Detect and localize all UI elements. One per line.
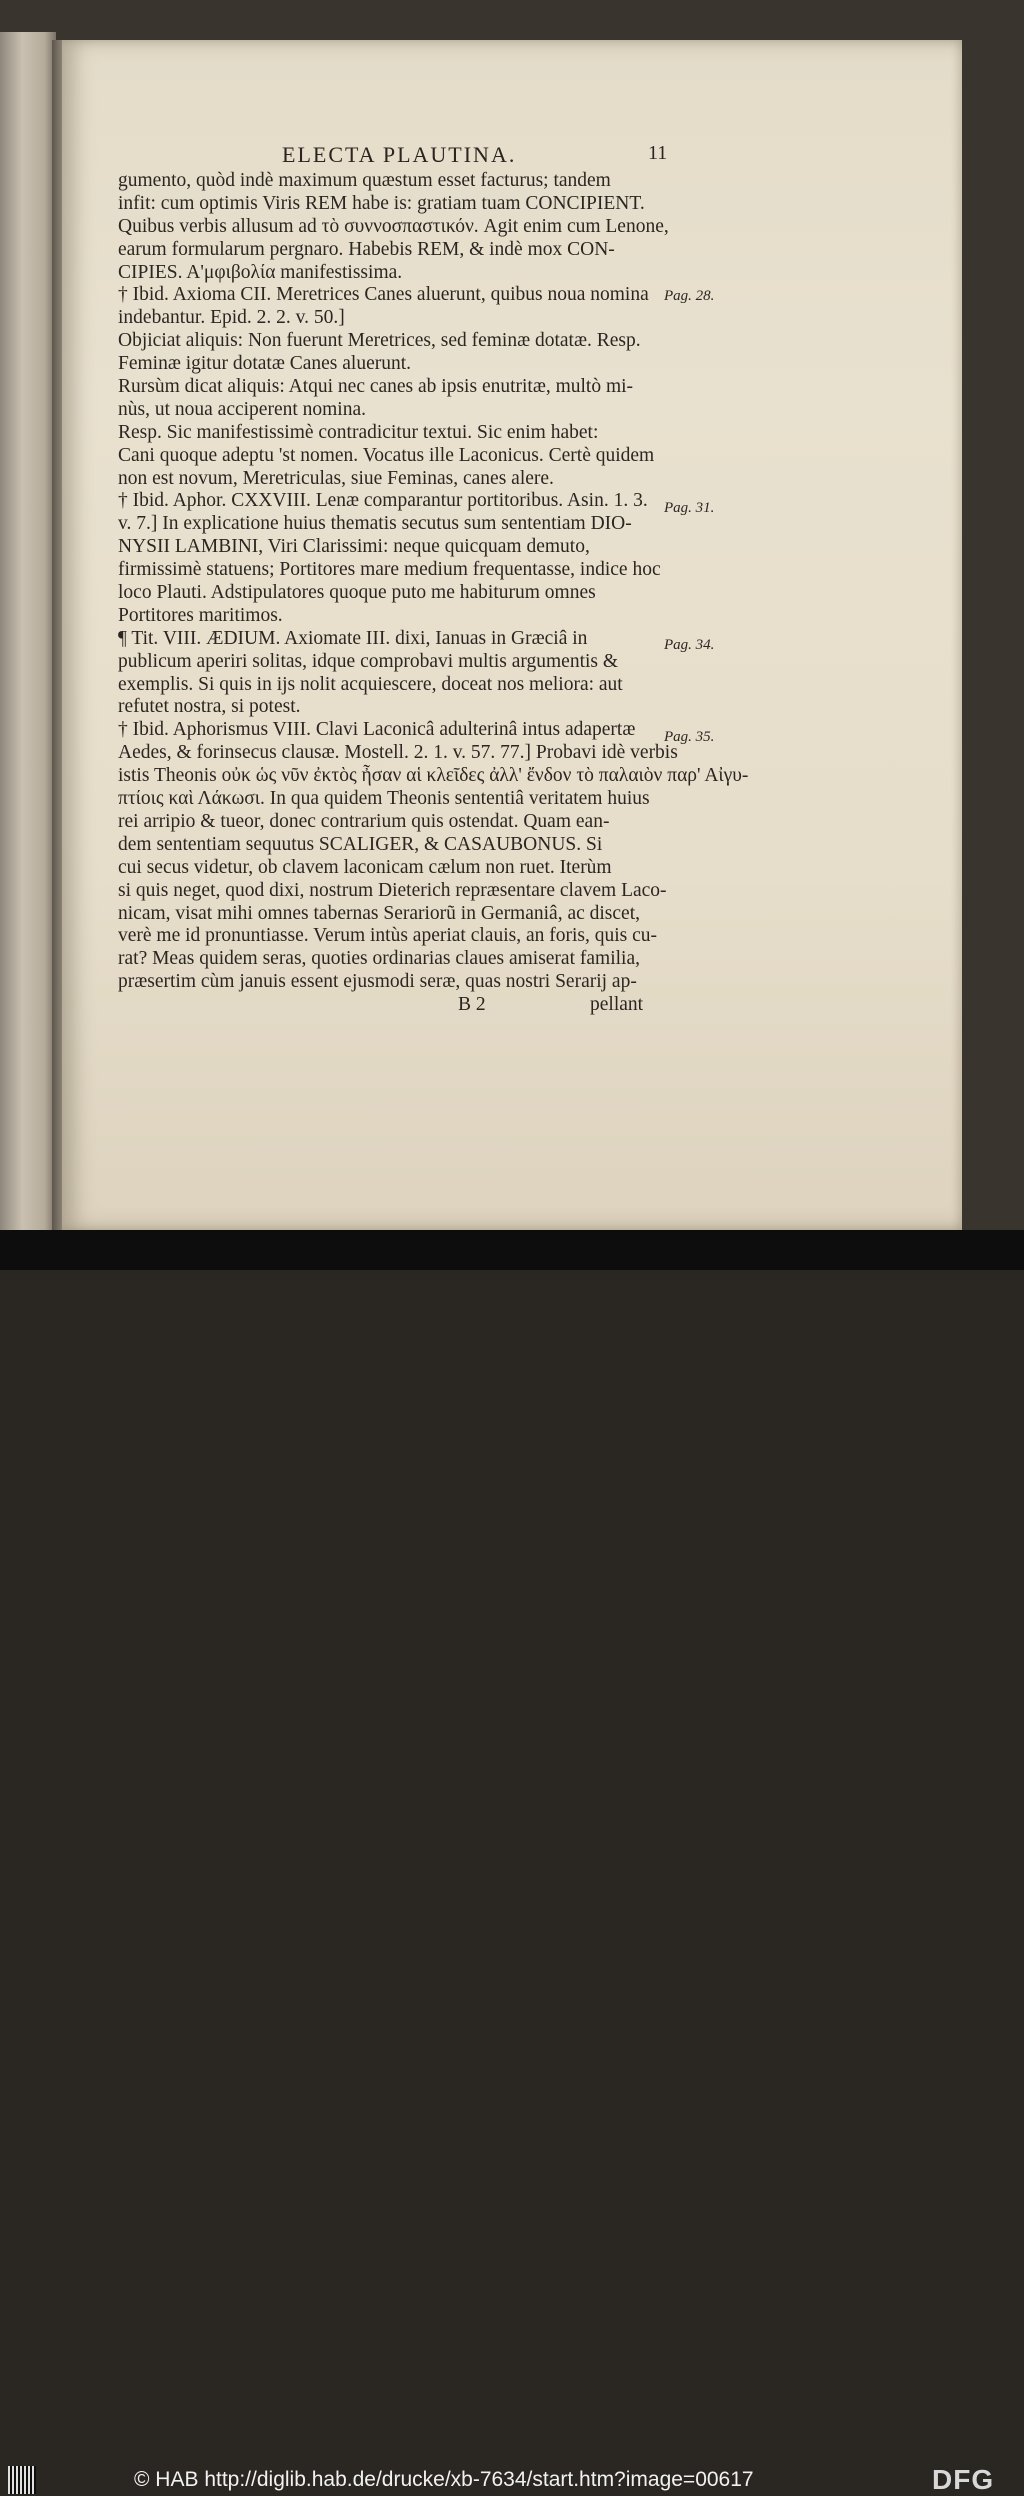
text-line: πτίοις καὶ Λάκωσι. In qua quidem Theonis sententiâ veritatem huius bbox=[118, 788, 650, 810]
text-line: dem sententiam sequutus SCALIGER, & CASAUBONUS. Si bbox=[118, 833, 603, 855]
text-line: rat? Meas quidem seras, quoties ordinarias claues amiserat familia, bbox=[118, 948, 640, 970]
text-line: istis Theonis οὐκ ὡς νῦν ἐκτὸς ἦσαν αἱ κλεῖδες ἀλλ' ἔνδον τὸ παλαιὸν παρ' Αἰγυ- bbox=[118, 765, 749, 787]
running-head: ELECTA PLAUTINA. bbox=[282, 142, 517, 167]
text-line: † Ibid. Aphorismus VIII. Clavi Laconicâ adulterinâ intus adapertæ bbox=[118, 719, 636, 741]
text-line: cui secus videtur, ob clavem laconicam cælum non ruet. Iterùm bbox=[118, 856, 612, 878]
signature-mark: B 2 bbox=[458, 994, 486, 1016]
text-line: † Ibid. Axioma CII. Meretrices Canes aluerunt, quibus noua nomina bbox=[118, 284, 649, 306]
text-line: Objiciat aliquis: Non fuerunt Meretrices, sed feminæ dotatæ. Resp. bbox=[118, 330, 641, 352]
facing-page-edge bbox=[0, 32, 56, 1230]
margin-note: Pag. 35. bbox=[664, 729, 715, 745]
signature-line bbox=[118, 994, 666, 1017]
text-line: indebantur. Epid. 2. 2. v. 50.] bbox=[118, 307, 345, 329]
catchword: pellant bbox=[590, 994, 644, 1016]
text-line: Resp. Sic manifestissimè contradicitur textui. Sic enim habet: bbox=[118, 421, 599, 443]
text-line: CIPIES. A'μφιβολία manifestissima. bbox=[118, 261, 403, 283]
margin-note: Pag. 34. bbox=[664, 637, 715, 653]
text-line: gumento, quòd indè maximum quæstum esset facturus; tandem bbox=[118, 170, 611, 191]
viewer-footer bbox=[0, 1230, 1024, 2495]
text-line: ¶ Tit. VIII. ÆDIUM. Axiomate III. dixi, Ianuas in Græciâ in bbox=[118, 627, 588, 649]
text-line: publicum aperiri solitas, idque comprobavi multis argumentis & bbox=[118, 650, 619, 672]
text-line: Cani quoque adeptu 'st nomen. Vocatus ille Laconicus. Certè quidem bbox=[118, 444, 655, 466]
text-line: NYSII LAMBINI, Viri Clarissimi: neque quicquam demuto, bbox=[118, 536, 590, 558]
text-line: infit: cum optimis Viris REM habe is: gratiam tuam CONCIPIENT. bbox=[118, 192, 645, 214]
text-line: Portitores maritimos. bbox=[118, 604, 283, 626]
text-line: præsertim cùm januis essent ejusmodi seræ, quas nostri Serarij ap- bbox=[118, 971, 637, 993]
text-line: Aedes, & forinsecus clausæ. Mostell. 2. 1. v. 57. 77.] Probavi idè verbis bbox=[118, 742, 678, 764]
text-line: v. 7.] In explicatione huius thematis secutus sum sententiam DIO- bbox=[118, 513, 632, 535]
text-line: non est novum, Meretriculas, siue Feminas, canes alere. bbox=[118, 467, 554, 489]
text-line: exemplis. Si quis in ijs nolit acquiescere, doceat nos meliora: aut bbox=[118, 673, 623, 695]
text-line: firmissimè statuens; Portitores mare medium frequentasse, indice hoc bbox=[118, 559, 661, 581]
text-line: rei arripio & tueor, donec contrarium quis ostendat. Quam ean- bbox=[118, 810, 610, 832]
text-line: loco Plauti. Adstipulatores quoque puto me habiturum omnes bbox=[118, 582, 596, 604]
text-line: Rursùm dicat aliquis: Atqui nec canes ab ipsis enutritæ, multò mi- bbox=[118, 376, 634, 398]
text-line: nicam, visat mihi omnes tabernas Serariorũ in Germaniâ, ac discet, bbox=[118, 902, 640, 924]
text-line: † Ibid. Aphor. CXXVIII. Lenæ comparantur portitoribus. Asin. 1. 3. bbox=[118, 490, 648, 512]
text-line: verè me id pronuntiasse. Verum intùs aperiat clauis, an foris, quis cu- bbox=[118, 925, 658, 947]
text-line: Quibus verbis allusum ad τὸ συννοσπαστικόν. Agit enim cum Lenone, bbox=[118, 215, 669, 237]
text-line: earum formularum pergnaro. Habebis REM, & indè mox CON- bbox=[118, 238, 615, 260]
scan-background bbox=[0, 0, 1024, 1230]
text-line: si quis neget, quod dixi, nostrum Dieterich repræsentare clavem Laco- bbox=[118, 879, 667, 901]
margin-note: Pag. 28. bbox=[664, 288, 715, 304]
text-line: refutet nostra, si potest. bbox=[118, 696, 301, 718]
margin-note: Pag. 31. bbox=[664, 500, 715, 516]
dfg-logo: DFG bbox=[932, 2464, 995, 2495]
source-url[interactable]: © HAB http://diglib.hab.de/drucke/xb-7634/start.htm?image=00617 bbox=[134, 2468, 754, 2491]
text-line: Feminæ igitur dotatæ Canes aluerunt. bbox=[118, 353, 412, 375]
hab-logo-icon bbox=[8, 2466, 36, 2494]
page-number: 11 bbox=[648, 142, 668, 164]
text-line: nùs, ut noua acciperent nomina. bbox=[118, 398, 367, 420]
